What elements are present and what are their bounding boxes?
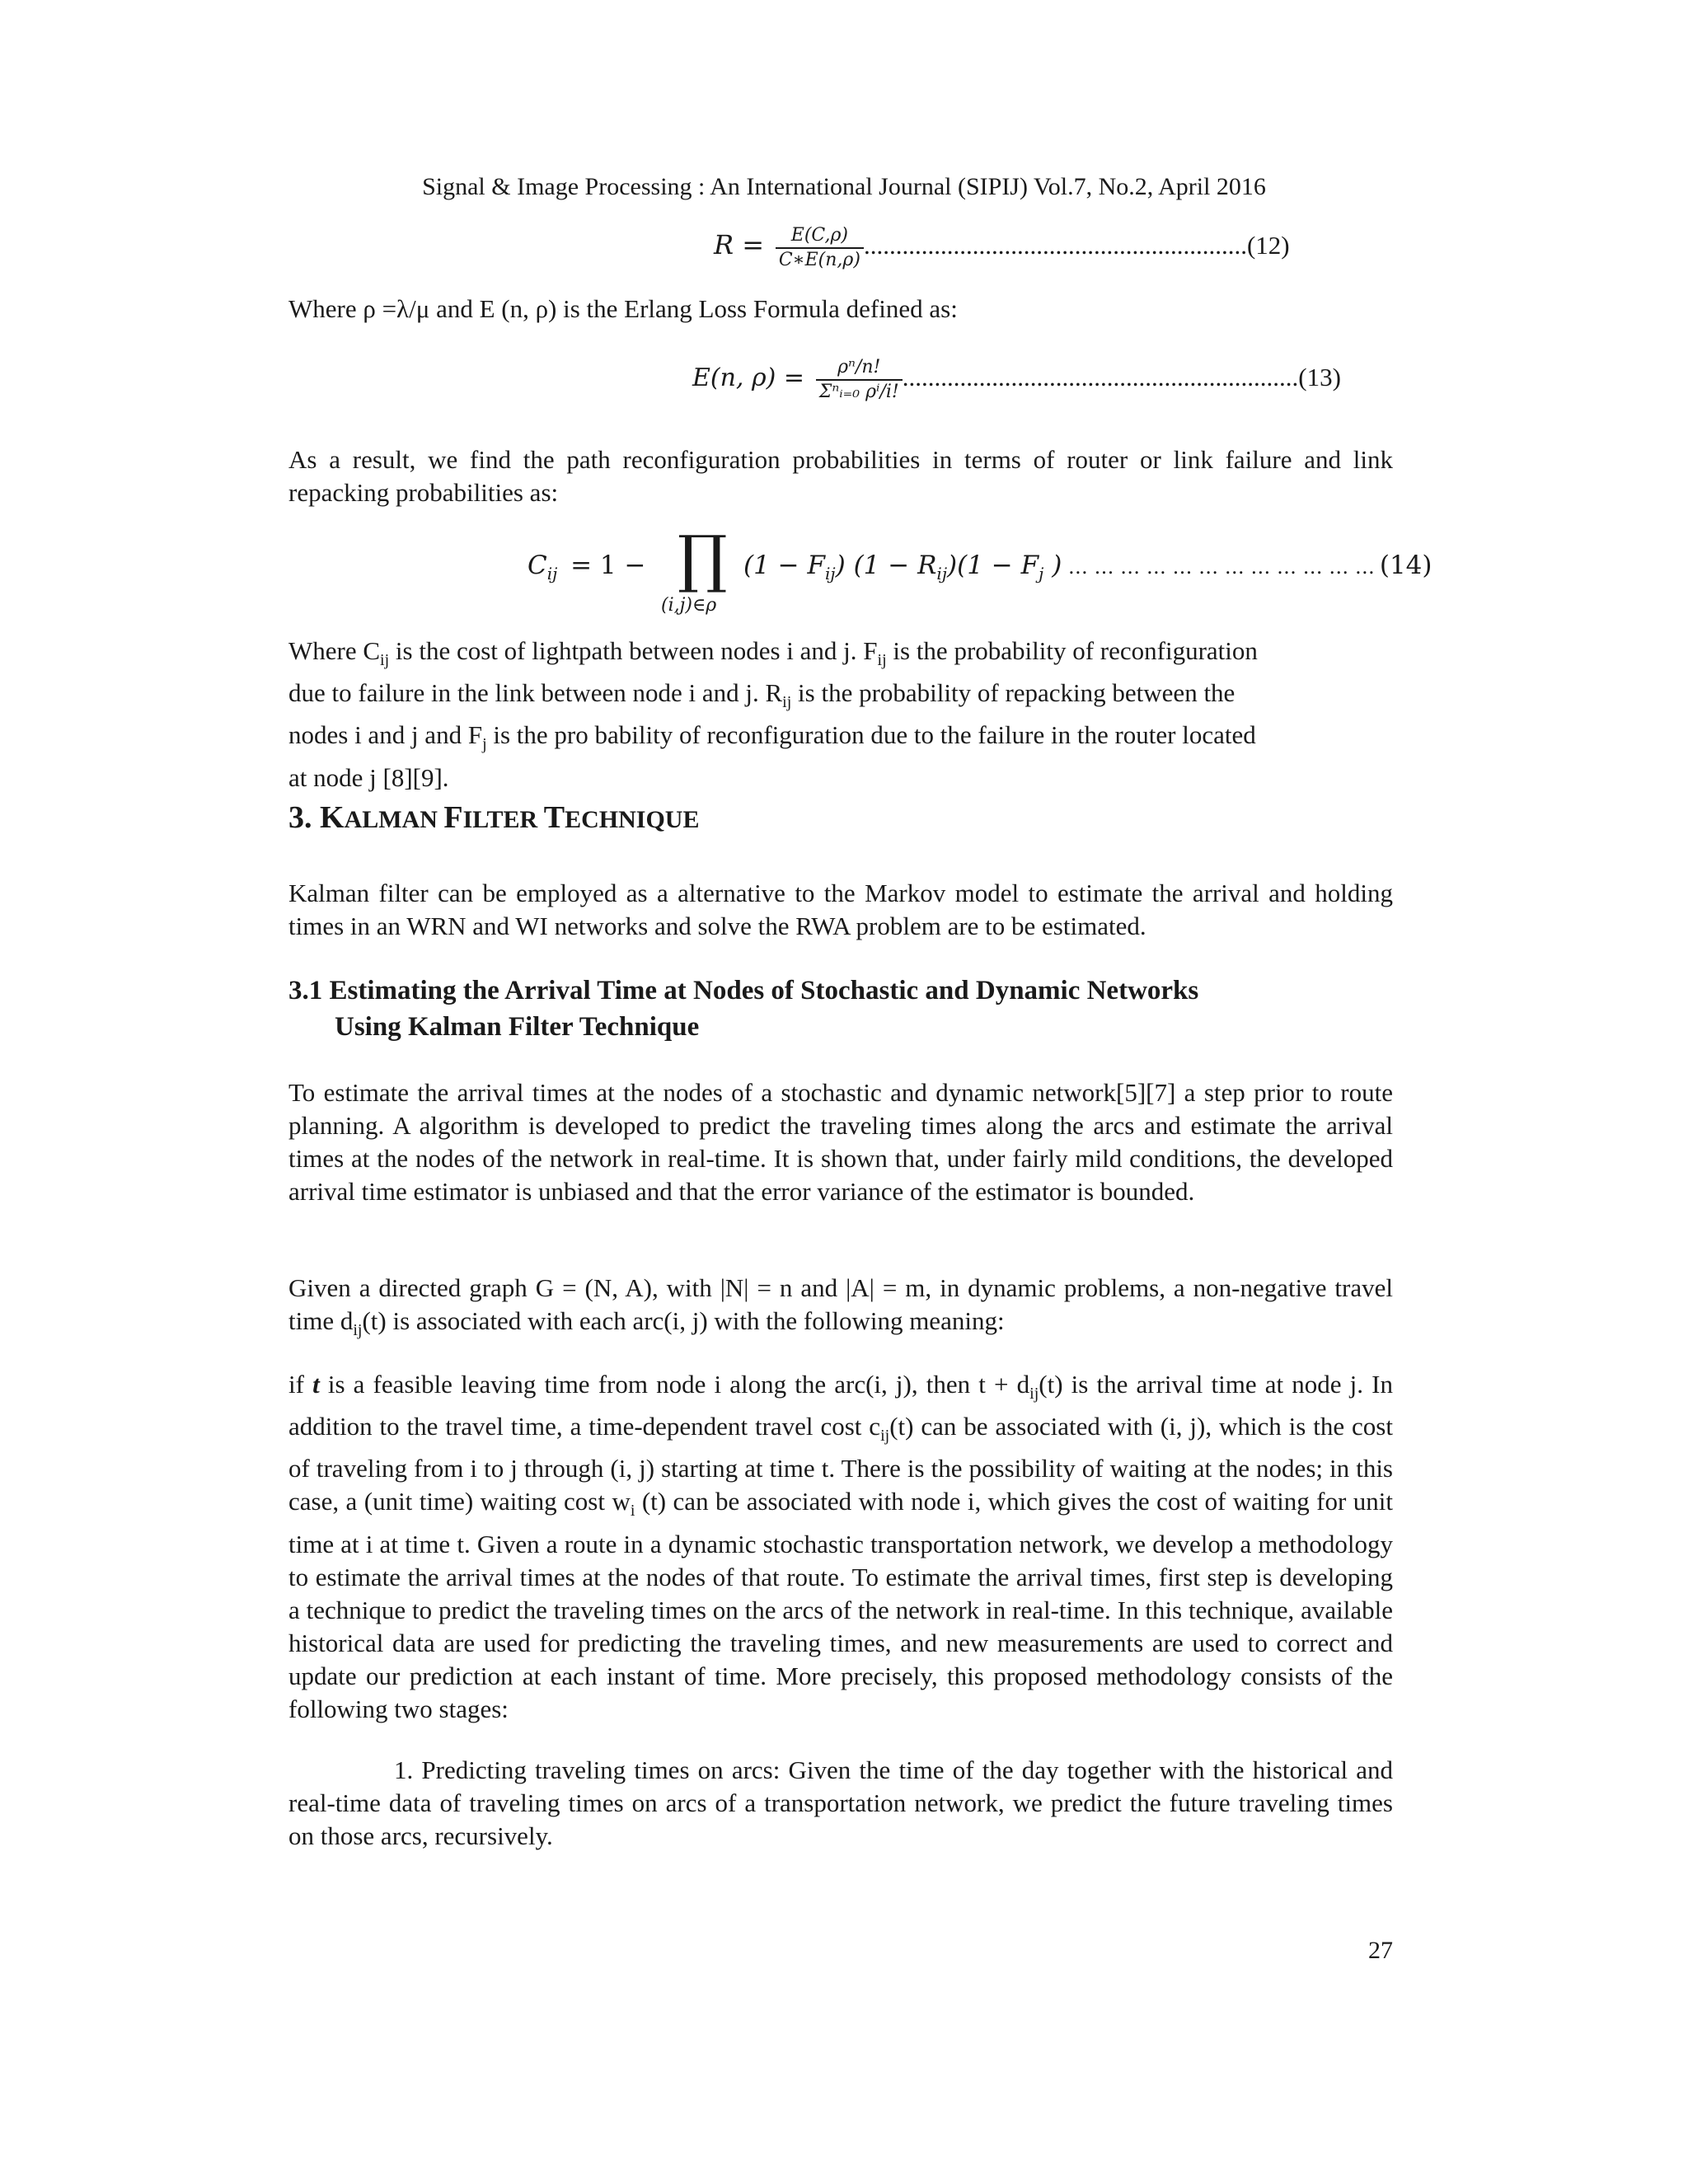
- eq13-number: (13): [1298, 363, 1341, 392]
- eq12-lhs: R =: [714, 229, 765, 261]
- eq14-term1-sub: ij: [825, 564, 836, 584]
- eq12-number: (12): [1246, 231, 1290, 260]
- eq14-term3: )(1 − F: [947, 551, 1039, 580]
- running-header: Signal & Image Processing : An International Journal (SIPIJ) Vol.7, No.2, April 2016: [422, 173, 1266, 200]
- predict-paragraph: 1. Predicting traveling times on arcs: Given the time of the day together with the historical and real-time data of traveling times on arcs of a transportation network, we predict the future traveling times on those arcs, recursively.: [288, 1755, 1393, 1850]
- estimate-paragraph: To estimate the arrival times at the nodes of a stochastic and dynamic network[5][7] a step prior to route planning. A algorithm is developed to predict the traveling times along the arcs and estimate the arrival times at the nodes of the network in real-time. It is shown that, under fairly mild conditions, the developed arrival time estimator is unbiased and that the error variance of the estimator is bounded.: [288, 1078, 1393, 1206]
- eq14-lhs: C: [528, 551, 547, 580]
- eq12-fraction: [776, 224, 864, 272]
- where-cij-paragraph: [288, 635, 1393, 794]
- eq14-product-subscript: (i,j)∈ρ: [661, 595, 717, 616]
- where-cij-line-2: due to failure in the link between node i and j. $R_{ij}$ is the probability of repacking between the: [288, 678, 1236, 712]
- equation-13: [692, 356, 1393, 404]
- result-paragraph: As a result, we find the path reconfiguration probabilities in terms of router or link failure and link repacking probabilities as:: [288, 445, 1393, 507]
- subsection-3-1-heading: [288, 972, 1409, 1045]
- where-cij-line-4: at node j [8][9].: [288, 762, 449, 792]
- subsection-3-1-line-1: 3.1 Estimating the Arrival Time at Nodes of Stochastic and Dynamic Networks: [288, 976, 1199, 1005]
- graph-paragraph: Given a directed graph G = (N, A), with |N| = n and |A| = m, in dynamic problems, a non-negative travel time $d_{ij}(t)$ is associated with each arc(i, j) with the following meaning:: [288, 1273, 1393, 1340]
- eq12-denominator: C∗E(n,ρ): [776, 247, 864, 272]
- eq13-leader-dots: ..............................................................: [902, 363, 1299, 392]
- eq14-lhs-sub: ij: [546, 564, 558, 584]
- eq14-leader-dots: … … … … … … … … … … … …: [1062, 555, 1375, 579]
- eq14-equals: = 1 −: [570, 551, 646, 580]
- eq14-term2: ) (1 − R: [835, 551, 937, 580]
- eq14-number: (14): [1379, 551, 1432, 580]
- eq14-term1: (1 − F: [743, 551, 826, 580]
- eq13-fraction: [816, 356, 903, 404]
- eq13-lhs: E(n, ρ) =: [692, 363, 805, 393]
- equation-12: [714, 224, 1393, 272]
- eq14-term4: ): [1043, 551, 1062, 580]
- where-cij-line-1: Where $C_{ij}$ is the cost of lightpath between nodes i and j. $F_{ij}$ is the probability of reconfiguration: [288, 636, 1258, 670]
- eq12-numerator: E(C,ρ): [790, 225, 848, 246]
- product-symbol: ∏: [678, 522, 728, 595]
- where-rho-line: Where ρ =λ/μ and E (n, ρ) is the Erlang Loss Formula defined as:: [288, 294, 958, 323]
- subsection-3-1-line-2: Using Kalman Filter Technique: [335, 1012, 700, 1042]
- eq14-term2-sub: ij: [936, 564, 948, 584]
- eq14-term3-sub: j: [1039, 564, 1044, 584]
- eq12-leader-dots: ............................................................: [863, 231, 1247, 260]
- where-cij-line-3: nodes i and j and $F_j$ is the pro bability of reconfiguration due to the failure in the router located: [288, 720, 1256, 754]
- section-3-heading: 3. KALMAN FILTER TECHNIQUE: [288, 800, 700, 835]
- eq13-denominator: Σⁿᵢ₌₀ ρⁱ/i!: [816, 379, 903, 404]
- eq13-numerator: ρⁿ/n!: [837, 357, 881, 377]
- page-number: 27: [1368, 1937, 1393, 1964]
- kalman-paragraph: Kalman filter can be employed as a alternative to the Markov model to estimate the arrival and holding times in an WRN and WI networks and solve the RWA problem are to be estimated.: [288, 879, 1393, 940]
- equation-14: [528, 522, 1432, 625]
- feasible-time-paragraph: if t is a feasible leaving time from node i along the arc(i, j), then $t + d_{ij}(t)$ is the arrival time at node j. In addition to the travel time, a time-dependent travel cost $c_{ij}(t)$ can be associated with (i, j), which is the cost of traveling from i to j through (i, j) starting at time t. There is the possibility of waiting at the nodes; in this case, a (unit time) waiting cost $w_i$ (t) can be associated with node i, which gives the cost of waiting for unit time at i at time t. Given a route in a dynamic stochastic transportation network, we develop a methodology to estimate the arrival times at the nodes of that route. To estimate the arrival times, first step is developing a technique to predict the traveling times on the arcs of the network in real-time. In this technique, available historical data are used for predicting the traveling times, and new measurements are used to correct and update our prediction at each instant of time. More precisely, this proposed methodology consists of the following two stages:: [288, 1370, 1393, 1723]
